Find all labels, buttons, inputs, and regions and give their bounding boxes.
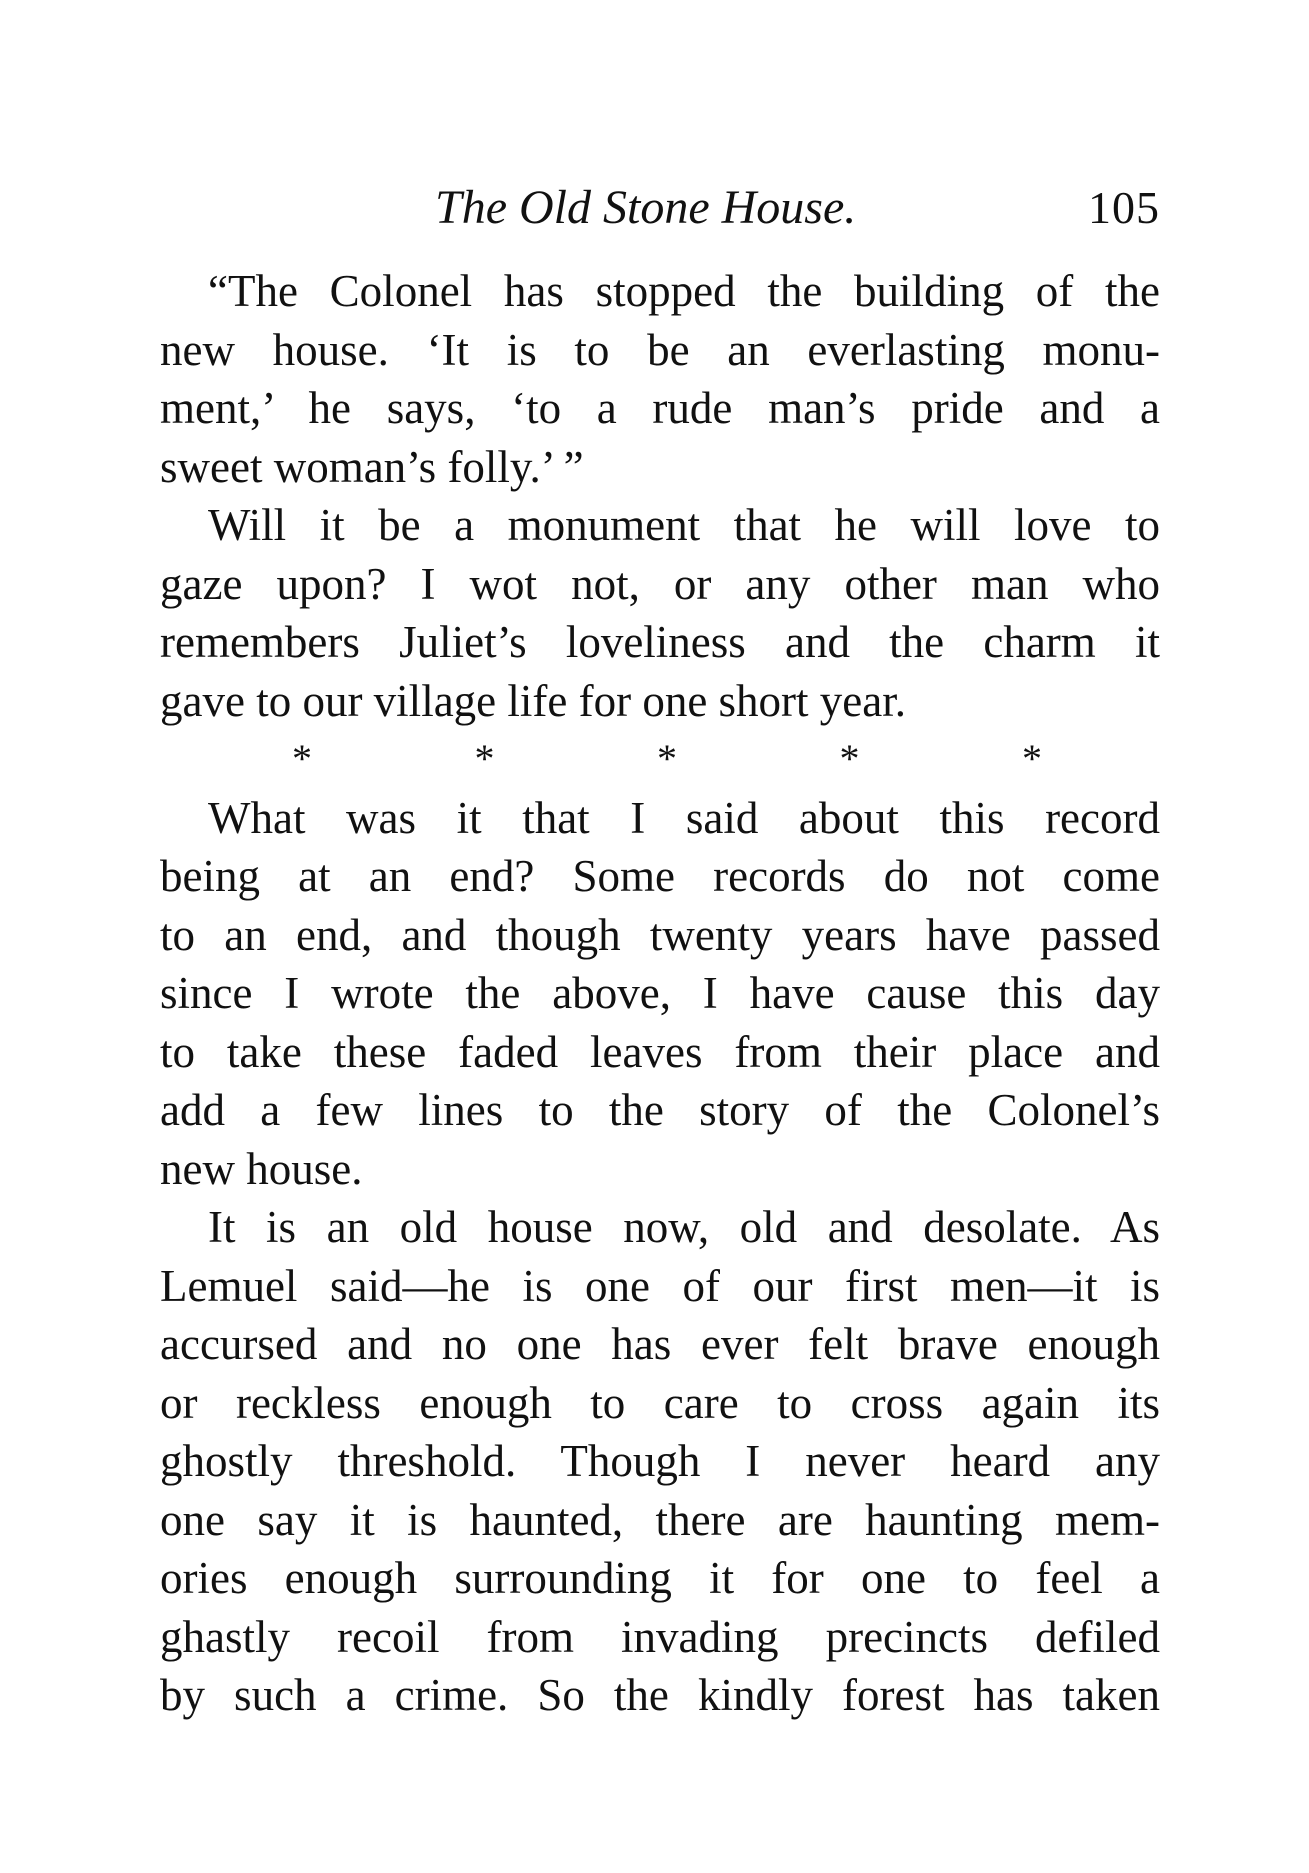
paragraph-monument	[160, 496, 1160, 730]
text-line: ories enough surrounding it for one to feel a	[160, 1553, 1160, 1603]
text-line: or reckless enough to care to cross again its	[160, 1377, 1160, 1428]
text-line: sweet woman’s folly.’ ”	[160, 441, 584, 492]
text-line: accursed and no one has ever felt brave enough	[160, 1319, 1160, 1369]
text-line: add a few lines to the story of the Colonel’s	[160, 1085, 1160, 1135]
text-line: “The Colonel has stopped the building of the	[208, 266, 1160, 316]
separator-asterisk: *	[292, 736, 312, 781]
text-line: gave to our village life for one short year.	[160, 675, 906, 726]
text-line: ment,’ he says, ‘to a rude man’s pride and a	[160, 383, 1160, 433]
text-line: remembers Juliet’s loveliness and the charm it	[160, 617, 1160, 667]
text-line: new house. ‘It is to be an everlasting monu-	[160, 324, 1160, 375]
text-line: new house.	[160, 1143, 363, 1194]
text-line: What was it that I said about this record	[208, 792, 1160, 843]
text-line: It is an old house now, old and desolate. As	[208, 1202, 1160, 1252]
separator-asterisk: *	[474, 736, 495, 781]
text-line: to an end, and though twenty years have passed	[160, 909, 1160, 960]
text-line: ghostly threshold. Though I never heard any	[160, 1436, 1160, 1486]
page-header	[160, 178, 1160, 248]
text-line: by such a crime. So the kindly forest has taken	[160, 1670, 1160, 1720]
paragraph-colonel-quote	[160, 262, 1160, 496]
text-line: ghastly recoil from invading precincts defiled	[160, 1611, 1160, 1662]
separator-asterisk: *	[657, 736, 677, 781]
page-number: 105	[1088, 182, 1160, 233]
running-title: The Old Stone House.	[435, 181, 857, 234]
paragraph-old-house	[160, 1198, 1160, 1725]
body-text	[160, 262, 1160, 1725]
separator-asterisk: *	[1022, 736, 1042, 781]
text-line: since I wrote the above, I have cause this day	[160, 968, 1160, 1018]
text-line: gaze upon? I wot not, or any other man who	[160, 558, 1160, 609]
text-line: one say it is haunted, there are haunting mem-	[160, 1494, 1160, 1545]
text-line: being at an end? Some records do not come	[160, 851, 1160, 901]
text-line: to take these faded leaves from their place and	[160, 1026, 1160, 1077]
paragraph-record	[160, 789, 1160, 1199]
text-line: Will it be a monument that he will love to	[208, 500, 1160, 550]
text-line: Lemuel said—he is one of our first men—it is	[160, 1260, 1160, 1311]
section-separator	[160, 730, 1160, 789]
separator-asterisk: *	[839, 736, 860, 781]
